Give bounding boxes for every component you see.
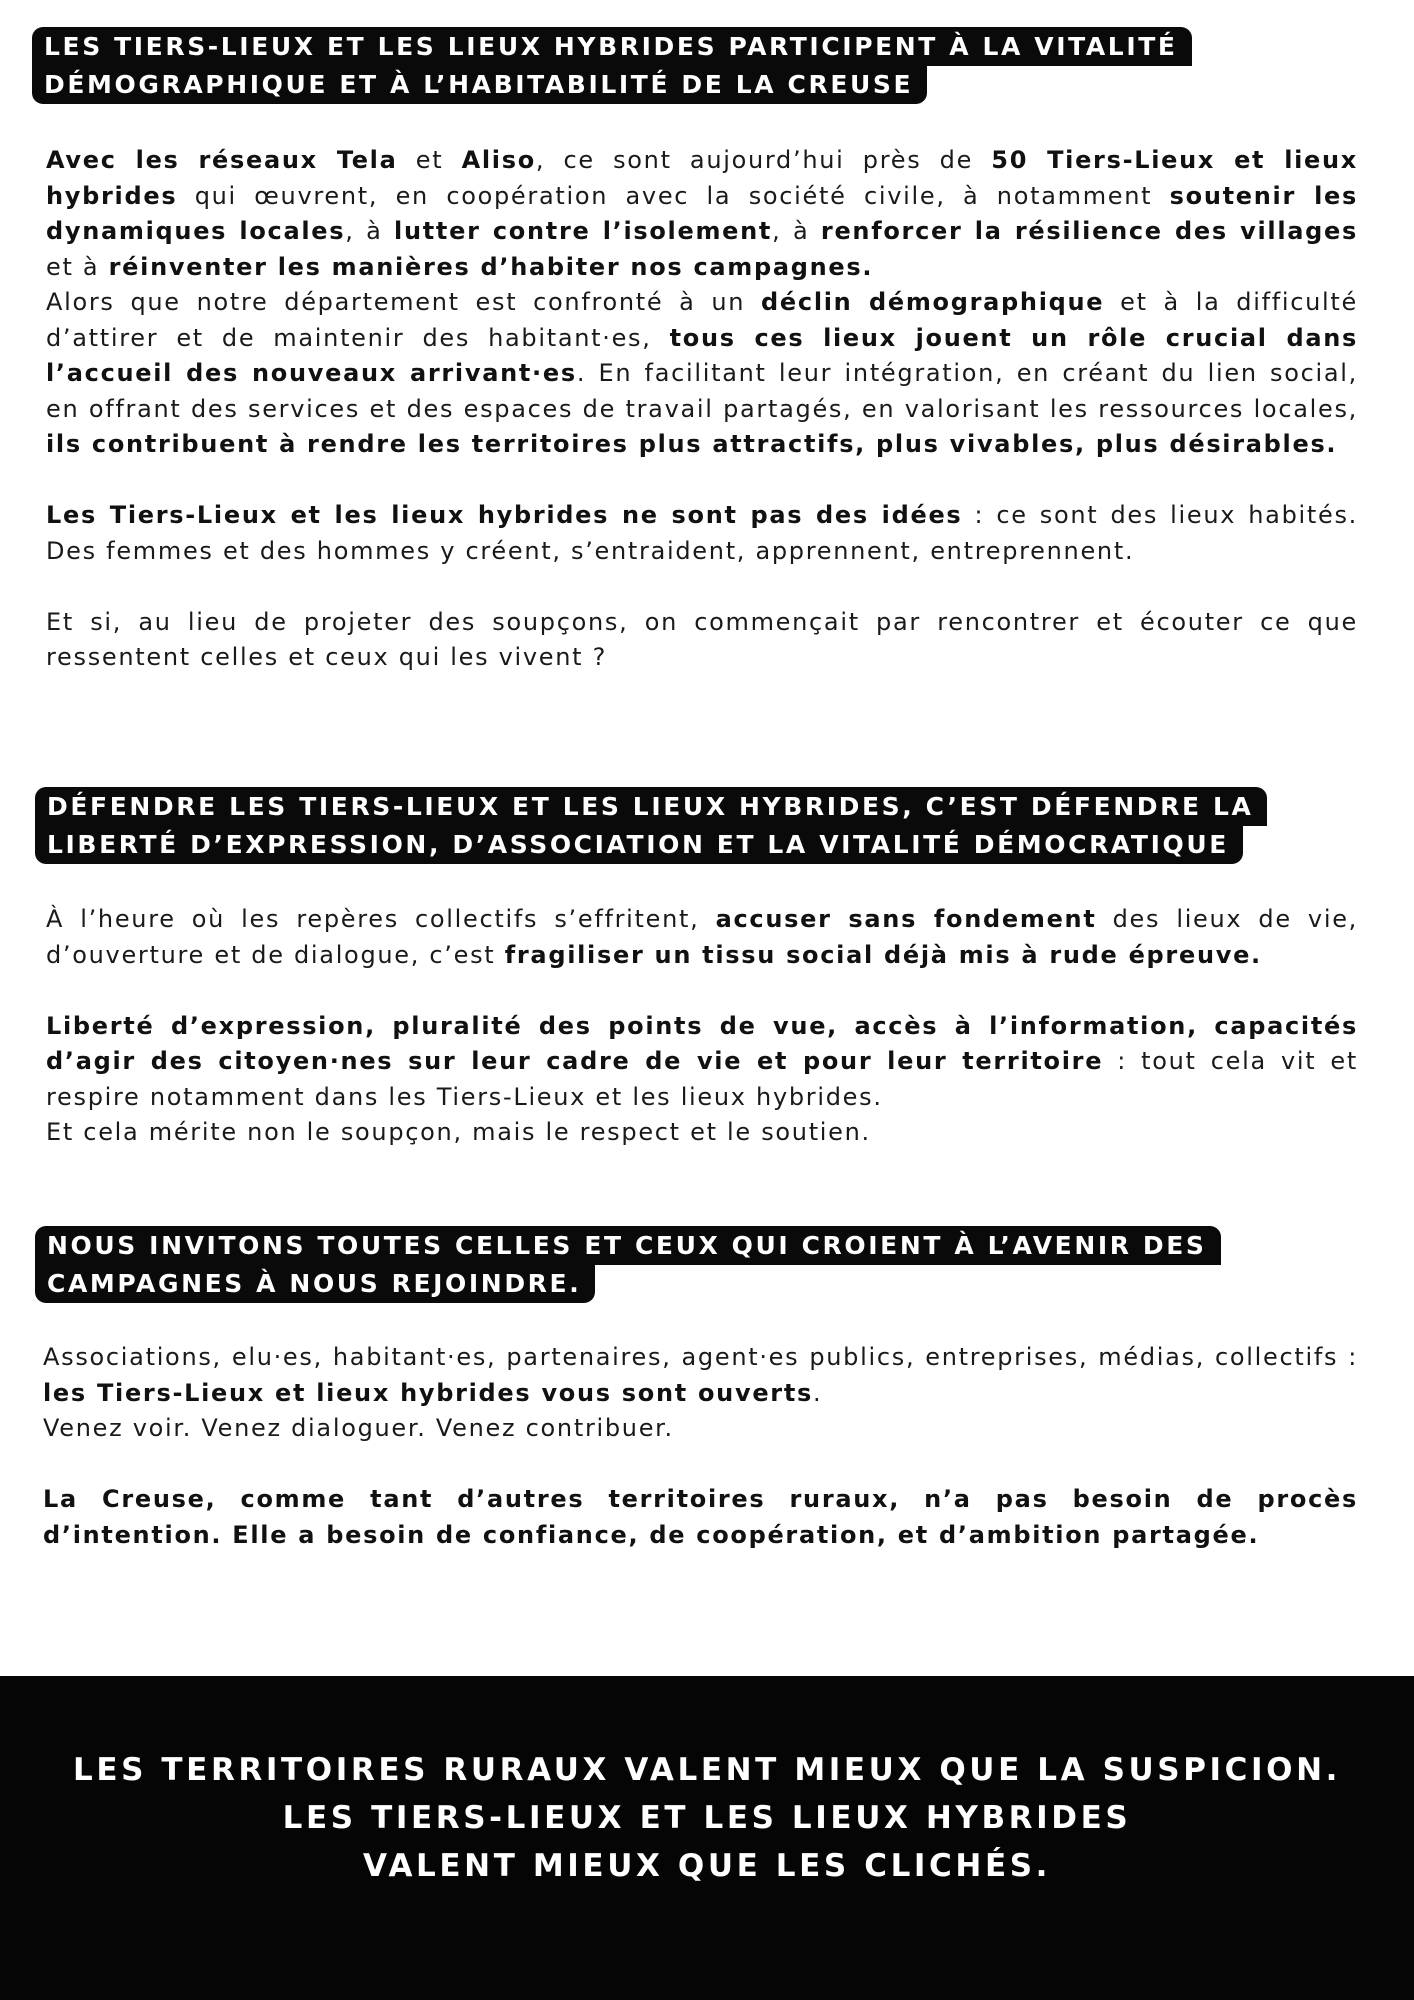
paragraph xyxy=(46,902,1358,973)
text-run: , à xyxy=(772,217,821,245)
bold-text-run: Aliso xyxy=(461,146,536,174)
section-heading-line: LES TIERS-LIEUX ET LES LIEUX HYBRIDES PARTICIPENT À LA VITALITÉ xyxy=(32,27,1192,66)
text-run: et à xyxy=(46,252,109,281)
section-body-2 xyxy=(46,902,1358,1151)
text-run: À l’heure où les repères collectifs s’effritent, xyxy=(46,905,716,933)
bold-text-run: soutenir les dynamiques locales xyxy=(46,181,1358,245)
text-run: et à la difficulté d’attirer et de maintenir des habitant·es, xyxy=(46,288,1359,352)
footer-line-1: LES TERRITOIRES RURAUX VALENT MIEUX QUE LA SUSPICION. xyxy=(72,1752,1342,1788)
text-run: , à xyxy=(345,217,395,245)
text-run: , ce sont aujourd’hui près de xyxy=(535,146,992,174)
section-body-3 xyxy=(43,1340,1358,1553)
bold-text-run: 50 Tiers-Lieux et lieux hybrides xyxy=(46,146,1358,210)
bold-text-run: Liberté d’expression, pluralité des points de vue, accès à l’information, capacités d’agir des citoyen·nes sur leur cadre de vie et pour leur territoire xyxy=(46,1011,1358,1075)
bold-text-run: Avec les réseaux Tela xyxy=(46,146,398,174)
footer-line-3: VALENT MIEUX QUE LES CLICHÉS. xyxy=(362,1848,1052,1884)
bold-text-run: renforcer la résilience des villages xyxy=(820,217,1358,245)
bold-text-run: ils contribuent à rendre les territoires plus attractifs, plus vivables, plus désirables. xyxy=(46,430,1338,458)
section-heading-line: CAMPAGNES À NOUS REJOINDRE. xyxy=(35,1264,595,1303)
text-run: : tout cela vit et respire notamment dans les Tiers-Lieux et les lieux hybrides. xyxy=(46,1047,1358,1111)
section-heading-1 xyxy=(32,27,1192,104)
section-heading-line: LIBERTÉ D’EXPRESSION, D’ASSOCIATION ET LA VITALITÉ DÉMOCRATIQUE xyxy=(35,825,1243,864)
text-run: qui œuvrent, en coopération avec la société civile, à notamment xyxy=(177,181,1170,210)
paragraph xyxy=(46,143,1358,463)
text-run: . xyxy=(813,1378,823,1407)
section-heading-line: DÉFENDRE LES TIERS-LIEUX ET LES LIEUX HYBRIDES, C’EST DÉFENDRE LA xyxy=(35,787,1267,826)
paragraph xyxy=(43,1482,1358,1553)
section-heading-line: DÉMOGRAPHIQUE ET À L’HABITABILITÉ DE LA CREUSE xyxy=(32,65,927,104)
text-run: Venez voir. Venez dialoguer. Venez contribuer. xyxy=(43,1414,674,1442)
text-run: : ce sont des lieux habités. Des femmes et des hommes y créent, s’entraident, apprennent, entreprennent. xyxy=(46,501,1358,565)
bold-text-run: les Tiers-Lieux et lieux hybrides vous sont ouverts xyxy=(43,1378,813,1407)
footer-banner xyxy=(0,1676,1414,2000)
bold-text-run: Les Tiers-Lieux et les lieux hybrides ne sont pas des idées xyxy=(46,501,963,529)
text-run: des lieux de vie, d’ouverture et de dialogue, c’est xyxy=(46,905,1358,969)
paragraph xyxy=(46,498,1358,569)
text-run: Alors que notre département est confronté à un xyxy=(46,288,762,316)
section-heading-3 xyxy=(35,1226,1221,1303)
section-heading-line: NOUS INVITONS TOUTES CELLES ET CEUX QUI CROIENT À L’AVENIR DES xyxy=(35,1226,1221,1265)
text-run: . En facilitant leur intégration, en créant du lien social, en offrant des services et des espaces de travail partagés, en valorisant les ressources locales, xyxy=(46,359,1359,423)
bold-text-run: tous ces lieux jouent un rôle crucial dans l’accueil des nouveaux arrivant·es xyxy=(46,323,1359,387)
paragraph xyxy=(46,1009,1358,1151)
text-run: Et si, au lieu de projeter des soupçons, on commençait par rencontrer et écouter ce que ressentent celles et ceux qui les vivent ? xyxy=(46,607,1358,671)
bold-text-run: La Creuse, comme tant d’autres territoires ruraux, n’a pas besoin de procès d’intention. Elle a besoin de confiance, de coopération, et d’ambition partagée. xyxy=(43,1485,1358,1549)
bold-text-run: lutter contre l’isolement xyxy=(394,217,773,245)
bold-text-run: réinventer les manières d’habiter nos campagnes. xyxy=(108,252,874,281)
text-run: et xyxy=(397,146,462,174)
section-heading-2 xyxy=(35,787,1267,864)
paragraph xyxy=(46,605,1358,676)
paragraph xyxy=(43,1340,1358,1447)
bold-text-run: déclin démographique xyxy=(761,288,1105,316)
text-run: Associations, elu·es, habitant·es, partenaires, agent·es publics, entreprises, médias, collectifs : xyxy=(43,1343,1358,1371)
bold-text-run: fragiliser un tissu social déjà mis à rude épreuve. xyxy=(504,940,1262,969)
section-body-1 xyxy=(46,143,1358,676)
footer-line-2: LES TIERS-LIEUX ET LES LIEUX HYBRIDES xyxy=(282,1800,1132,1836)
text-run: Et cela mérite non le soupçon, mais le respect et le soutien. xyxy=(46,1118,871,1146)
bold-text-run: accuser sans fondement xyxy=(715,905,1097,933)
